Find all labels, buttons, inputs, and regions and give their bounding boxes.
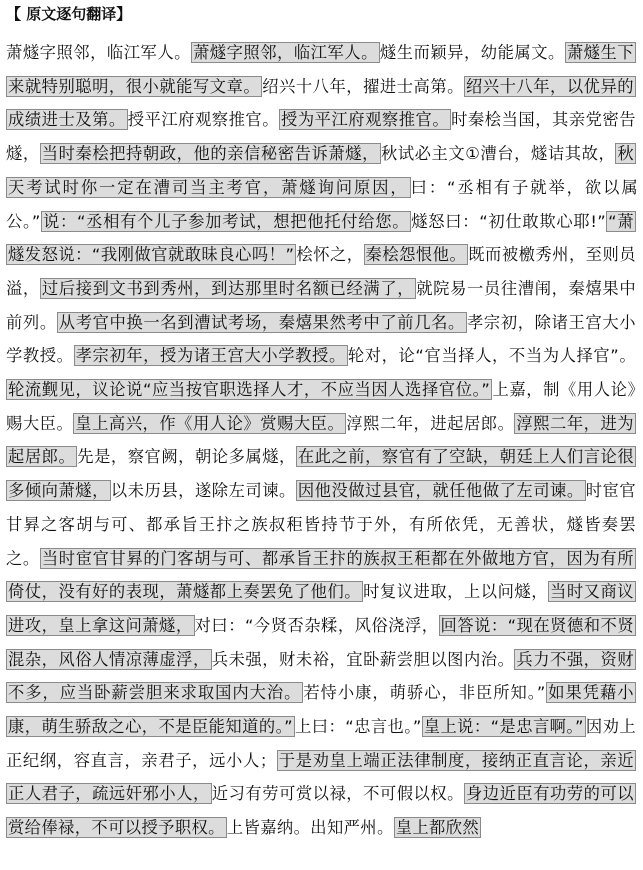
translation-segment: 从考官中换一名到漕试考场，秦熺果然考中了前几名。 xyxy=(58,312,465,332)
translation-segment: 身边近臣有功劳的可以赏给俸禄，不可以授予职权。 xyxy=(8,784,634,838)
translation-segment: 秦桧怨恨他。 xyxy=(365,245,467,265)
translation-segment: 当时秦桧把持朝政，他的亲信秘密告诉萧燧， xyxy=(41,144,379,164)
original-segment: 先是，察官阙，朝论多属燧， xyxy=(77,447,296,467)
original-segment: 授平江府观察推官。 xyxy=(127,110,280,130)
original-segment: 对曰：“今贤否杂糅，风俗浇浮， xyxy=(194,615,439,635)
original-segment: 曰：“丞相有子就举，欲以属公。” xyxy=(6,177,638,231)
original-segment: 燧生而颖异，幼能属文。 xyxy=(379,43,565,62)
original-segment: 上皆嘉纳。出知严州。 xyxy=(226,818,394,838)
translation-segment: 萧燧字照邻，临江军人。 xyxy=(192,43,378,62)
translation-segment: 秋天考试时你一定在漕司当主考官，萧燧询问原因， xyxy=(8,144,634,197)
translation-segment: 皇上都欣然 xyxy=(395,818,480,838)
original-segment: 上嘉，制《用人论》赐大臣。 xyxy=(6,380,636,433)
translation-segment: 因他没做过县官，就任他做了左司谏。 xyxy=(297,481,584,501)
translation-segment: 于是劝皇上端正法律制度，接纳正直言论，亲近正人君子，疏远奸邪小人， xyxy=(8,750,634,804)
original-segment: 时复议进取，上以问燧， xyxy=(363,582,549,602)
translation-segment: 授为平江府观察推官。 xyxy=(281,110,450,130)
translation-segment: 轮流觐见，议论说“应当按官职选择人才，不应当因人选择官位。” xyxy=(8,380,491,400)
translation-segment: 萧燧生下来就特别聪明，很小就能写文章。 xyxy=(8,43,634,96)
original-segment: 上曰：“忠言也。” xyxy=(295,717,422,737)
original-segment: 近习有劳可赏以禄，不可假以权。 xyxy=(211,784,464,804)
translation-segment: 皇上高兴，作《用人论》赏赐大臣。 xyxy=(75,413,345,433)
translation-segment: 淳熙二年，进为起居郎。 xyxy=(8,413,634,467)
original-segment: 淳熙二年，进起居郎。 xyxy=(346,413,515,433)
translation-segment: 皇上说：“是忠言啊。” xyxy=(423,717,584,737)
translation-segment: 如果凭藉小康，萌生骄敌之心，不是臣能知道的。” xyxy=(8,683,634,737)
translation-segment: 在此之前，察官有了空缺，朝廷上人们言论很多倾向萧燧， xyxy=(8,447,635,501)
original-segment: 兵未强，财未裕，宜卧薪尝胆以图内治。 xyxy=(211,649,515,669)
translation-segment: “萧燧发怒说：“我刚做官就敢昧良心吗！” xyxy=(8,211,634,265)
original-segment: 以未历县，遂除左司谏。 xyxy=(110,481,296,501)
original-segment: 萧燧字照邻，临江军人。 xyxy=(6,43,191,62)
original-segment: 就院易一员往漕闱，秦熺果中前列。 xyxy=(6,278,636,332)
original-segment: 时秦桧当国，其亲党密告燧， xyxy=(6,110,636,164)
translation-segment: 当时又商议进攻，皇上拿这问萧燧， xyxy=(8,582,634,635)
original-segment: 因劝上正纪纲，容直言，亲君子，远小人； xyxy=(6,717,637,770)
original-segment: 绍兴十八年，擢进士高第。 xyxy=(262,76,464,96)
section-heading: 【 原文逐句翻译】 xyxy=(6,5,132,23)
original-segment: 秋试必主文①漕台，燧诘其故， xyxy=(380,144,616,164)
original-segment: 时宦官甘昪之客胡与可、都承旨王抃之族叔秬皆持节于外，有所依凭，无善状，燧皆奏罢之。 xyxy=(6,481,636,568)
original-segment: 既而被檄秀州，至则员溢， xyxy=(6,245,636,298)
original-segment: 孝宗初，除诸王宫大小学教授。 xyxy=(6,312,636,366)
original-segment: 轮对，论“官当择人，不当为人择官”。 xyxy=(347,346,637,366)
translation-segment: 过后接到文书到秀州，到达那里时名额已经满了， xyxy=(41,278,415,298)
original-segment: 若恃小康，萌骄心，非臣所知。” xyxy=(303,683,546,703)
translation-text xyxy=(6,36,636,845)
original-segment: 桧怀之， xyxy=(296,245,364,265)
translation-segment: 当时宦官甘昪的门客胡与可、都承旨王抃的族叔王秬都在外做地方官，因为有所倚仗，没有好的表现，萧燧都上奏罢免了他们。 xyxy=(8,548,634,602)
translation-segment: 孝宗初年，授为诸王宫大小学教授。 xyxy=(75,346,346,366)
translation-segment: 说：“丞相有个儿子参加考试，想把他托付给您。 xyxy=(42,211,410,231)
translation-segment: 回答说：“现在贤德和不贤混杂，风俗人情凉薄虚浮， xyxy=(8,615,635,669)
original-segment: 燧怒曰：“初仕敢欺心耶!” xyxy=(411,211,607,231)
translation-segment: 兵力不强，资财不多，应当卧薪尝胆来求取国内大治。 xyxy=(8,649,634,703)
translation-segment: 绍兴十八年，以优异的成绩进士及第。 xyxy=(8,76,634,130)
